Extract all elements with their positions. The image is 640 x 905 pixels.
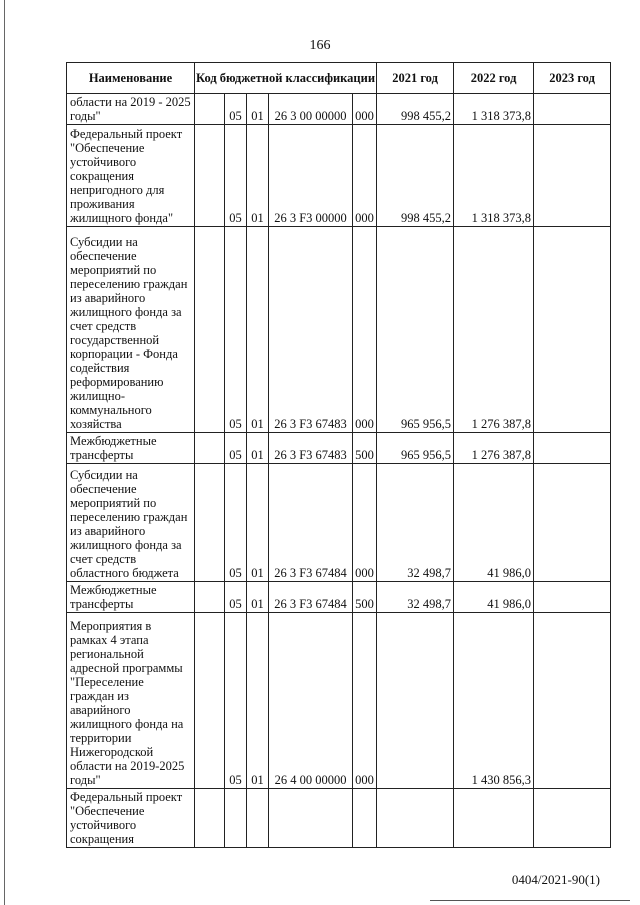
- table-row: [67, 582, 611, 613]
- row-blank: [195, 613, 225, 789]
- row-2021: 32 498,7: [377, 582, 454, 613]
- row-name: области на 2019 - 2025 годы": [67, 94, 195, 125]
- row-blank: [195, 125, 225, 227]
- row-2023: [534, 613, 611, 789]
- row-expense-type: 000: [353, 613, 377, 789]
- row-2021: 965 956,5: [377, 227, 454, 433]
- row-2023: [534, 94, 611, 125]
- budget-table: [66, 62, 611, 848]
- row-target-code: [269, 789, 353, 848]
- row-2023: [534, 227, 611, 433]
- row-expense-type: 500: [353, 433, 377, 464]
- table-row: [67, 94, 611, 125]
- table-row: [67, 227, 611, 433]
- row-expense-type: [353, 789, 377, 848]
- row-target-code: 26 3 F3 67484: [269, 582, 353, 613]
- row-2021: 998 455,2: [377, 94, 454, 125]
- row-name: Субсидии на обеспечение мероприятий по переселению граждан из аварийного жилищного фонда за счет средств областного бюджета: [67, 464, 195, 582]
- row-2023: [534, 125, 611, 227]
- row-section: 05: [225, 227, 247, 433]
- table-row: [67, 125, 611, 227]
- row-expense-type: 000: [353, 125, 377, 227]
- row-subsection: [247, 789, 269, 848]
- row-expense-type: 000: [353, 94, 377, 125]
- row-section: 05: [225, 433, 247, 464]
- row-2023: [534, 789, 611, 848]
- row-subsection: 01: [247, 582, 269, 613]
- row-name: Межбюджетные трансферты: [67, 582, 195, 613]
- row-2022: 1 318 373,8: [454, 94, 534, 125]
- row-2022: 41 986,0: [454, 464, 534, 582]
- row-2021: [377, 613, 454, 789]
- row-section: 05: [225, 125, 247, 227]
- row-2021: 32 498,7: [377, 464, 454, 582]
- row-target-code: 26 3 00 00000: [269, 94, 353, 125]
- row-target-code: 26 3 F3 67483: [269, 433, 353, 464]
- table-row: [67, 464, 611, 582]
- document-code: 0404/2021-90(1): [511, 872, 600, 887]
- row-blank: [195, 789, 225, 848]
- row-subsection: 01: [247, 613, 269, 789]
- row-2021: 998 455,2: [377, 125, 454, 227]
- row-2023: [534, 433, 611, 464]
- row-2022: 1 276 387,8: [454, 433, 534, 464]
- row-name: Субсидии на обеспечение мероприятий по переселению граждан из аварийного жилищного фонда за счет средств государственной корпорации - Фонда содействия реформированию жилищно-коммунального хозяйства: [67, 227, 195, 433]
- table-row: [67, 789, 611, 848]
- header-2021: 2021 год: [377, 63, 454, 94]
- row-2021: 965 956,5: [377, 433, 454, 464]
- row-blank: [195, 227, 225, 433]
- header-code: Код бюджетной классификации: [195, 63, 377, 94]
- table-row: [67, 613, 611, 789]
- header-2022: 2022 год: [454, 63, 534, 94]
- row-2022: 1 318 373,8: [454, 125, 534, 227]
- row-2023: [534, 582, 611, 613]
- row-subsection: 01: [247, 125, 269, 227]
- page-number: 166: [309, 38, 331, 53]
- header-2023: 2023 год: [534, 63, 611, 94]
- table-row: [67, 433, 611, 464]
- row-blank: [195, 433, 225, 464]
- row-subsection: 01: [247, 227, 269, 433]
- row-blank: [195, 464, 225, 582]
- row-2023: [534, 464, 611, 582]
- row-expense-type: 000: [353, 227, 377, 433]
- row-target-code: 26 3 F3 67483: [269, 227, 353, 433]
- row-2022: [454, 789, 534, 848]
- scan-edge-line: [4, 0, 5, 905]
- row-name: Федеральный проект "Обеспечение устойчивого сокращения непригодного для проживания жилищного фонда": [67, 125, 195, 227]
- row-target-code: 26 4 00 00000: [269, 613, 353, 789]
- header-name: Наименование: [67, 63, 195, 94]
- row-name: Межбюджетные трансферты: [67, 433, 195, 464]
- row-subsection: 01: [247, 94, 269, 125]
- row-expense-type: 500: [353, 582, 377, 613]
- row-section: 05: [225, 582, 247, 613]
- row-2022: 1 276 387,8: [454, 227, 534, 433]
- row-section: 05: [225, 464, 247, 582]
- row-subsection: 01: [247, 433, 269, 464]
- row-2022: 41 986,0: [454, 582, 534, 613]
- row-target-code: 26 3 F3 67484: [269, 464, 353, 582]
- table-header-row: [67, 63, 611, 94]
- scan-artifact: [430, 900, 630, 901]
- row-name: Федеральный проект "Обеспечение устойчивого сокращения: [67, 789, 195, 848]
- row-2021: [377, 789, 454, 848]
- row-name: Мероприятия в рамках 4 этапа региональной адресной программы "Переселение граждан из аварийного жилищного фонда на территории Нижегородской области на 2019-2025 годы": [67, 613, 195, 789]
- row-expense-type: 000: [353, 464, 377, 582]
- row-section: 05: [225, 613, 247, 789]
- row-2022: 1 430 856,3: [454, 613, 534, 789]
- row-blank: [195, 582, 225, 613]
- row-section: 05: [225, 94, 247, 125]
- row-target-code: 26 3 F3 00000: [269, 125, 353, 227]
- row-subsection: 01: [247, 464, 269, 582]
- row-blank: [195, 94, 225, 125]
- row-section: [225, 789, 247, 848]
